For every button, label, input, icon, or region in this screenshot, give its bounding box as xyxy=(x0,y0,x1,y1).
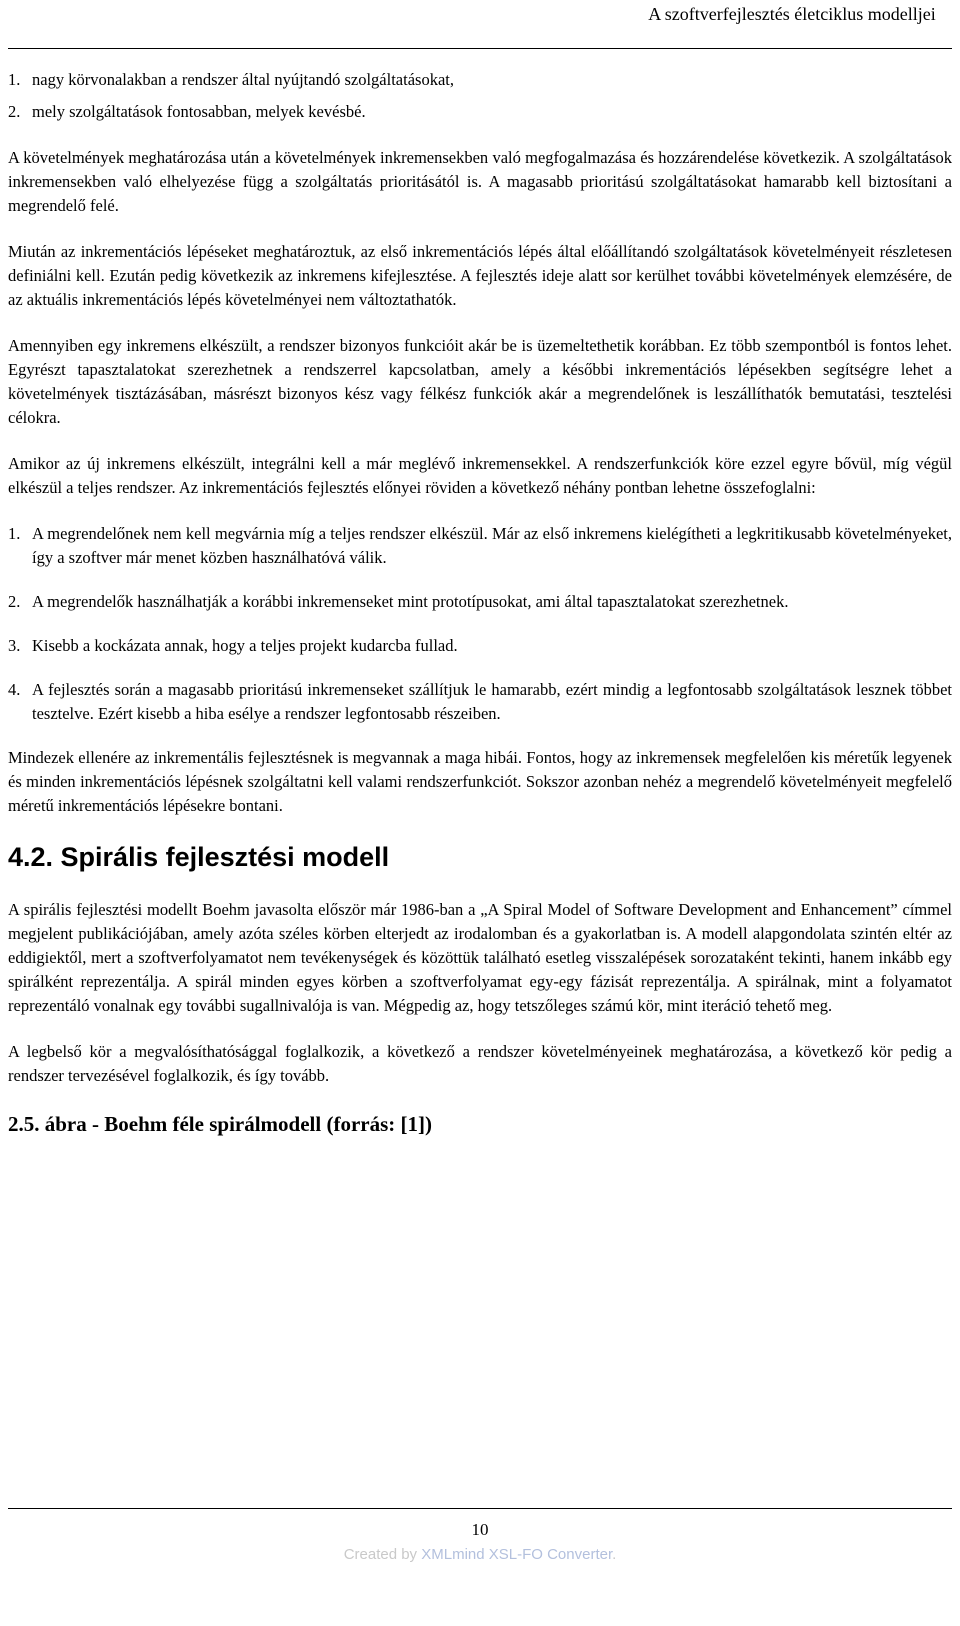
watermark-brand: XMLmind XSL-FO Converter xyxy=(421,1546,613,1563)
list-item-text: A fejlesztés során a magasabb prioritású inkremenseket szállítjuk le hamarabb, ezért mindig a legfontosabb szolgáltatások lesznek többet tesztelve. Ezért kisebb a hiba esélye a rendszer legfontosabb részeiben. xyxy=(32,680,952,723)
list-item xyxy=(8,678,952,726)
paragraph: A követelmények meghatározása után a követelmények inkremensekben való megfogalmazása és hozzárendelése következik. A szolgáltatások inkremensekben való elhelyezése függ a szolgáltatás prioritásától is. A magasabb prioritású szolgáltatásokat hamarabb kell biztosítani a megrendelő felé. xyxy=(8,148,952,215)
paragraph: A legbelső kör a megvalósíthatósággal foglalkozik, a következő a rendszer követelményeinek meghatározása, a következő kör pedig a rendszer tervezésével foglalkozik, és így tovább. xyxy=(8,1042,952,1085)
watermark-suffix: . xyxy=(612,1546,617,1563)
list-item-text: A megrendelők használhatják a korábbi inkremenseket mint prototípusokat, ami által tapasztalatokat szerezhetnek. xyxy=(32,592,789,611)
list-item xyxy=(8,590,952,614)
list-item-text: mely szolgáltatások fontosabban, melyek kevésbé. xyxy=(32,102,366,121)
paragraph: Amikor az új inkremens elkészült, integrálni kell a már meglévő inkremensekkel. A rendszerfunkciók köre ezzel egyre bővül, míg végül elkészül a teljes rendszer. Az inkrementációs fejlesztés előnyei röviden a következő néhány pontban lehetne összefoglalni: xyxy=(8,454,952,497)
header-title: A szoftverfejlesztés életciklus modelljei xyxy=(648,4,936,24)
page-content xyxy=(8,68,952,1138)
list-item-number: 3. xyxy=(8,636,21,655)
list-item-number: 2. xyxy=(8,592,21,611)
list-item-text: nagy körvonalakban a rendszer által nyújtandó szolgáltatásokat, xyxy=(32,70,454,89)
list-item xyxy=(8,100,952,124)
page-number: 10 xyxy=(471,1520,489,1539)
list-item xyxy=(8,68,952,92)
list-item-number: 1. xyxy=(8,524,21,543)
list-item-number: 4. xyxy=(8,680,21,699)
list-item-number: 1. xyxy=(8,70,21,89)
figure-caption: 2.5. ábra - Boehm féle spirálmodell (forrás: [1]) xyxy=(8,1112,432,1136)
running-header xyxy=(8,0,952,49)
paragraph: Amennyiben egy inkremens elkészült, a rendszer bizonyos funkcióit akár be is üzemeltethetik korábban. Ez több szempontból is fontos lehet. Egyrészt tapasztalatokat szerezhetnek a rendszerrel kapcsolatban, amely a későbbi inkrementációs lépésekben segítségre lehet a követelmények tisztázásában, másrészt bizonyos kész vagy félkész funkciók akár a megrendelőnek is leszállíthatók bemutatási, tesztelési célokra. xyxy=(8,336,952,427)
page-footer xyxy=(8,1508,952,1626)
paragraph: Mindezek ellenére az inkrementális fejlesztésnek is megvannak a maga hibái. Fontos, hogy az inkremensek megfelelően kis méretűk legyenek és minden inkrementációs lépésnek szolgáltatni kell valami rendszerfunkciót. Sokszor azonban nehéz a megrendelő követelményeit megfelelő méretű inkrementációs lépésekre bontani. xyxy=(8,748,952,815)
list-item-text: A megrendelőnek nem kell megvárnia míg a teljes rendszer elkészül. Már az első inkremens kielégítheti a legkritikusabb követelményeket, így a szoftver már menet közben használhatóvá válik. xyxy=(32,524,952,567)
paragraph: A spirális fejlesztési modellt Boehm javasolta először már 1986-ban a „A Spiral Model of Software Development and Enhancement” címmel megjelent publikációjában, amely azóta széles körben elterjedt az irodalomban és a gyakorlatban is. A modell alapgondolata szintén eltér az eddigiektől, mert a szoftverfolyamatot nem tevékenységek és közöttük található esetleg visszalépések sorozataként tekinti, hanem inkább egy spirálként reprezentálja. A spirál minden egyes körben a szoftverfolyamat egy-egy fázisát reprezentálja. A spirálnak, mint a folyamatot reprezentáló vonalnak egy további sugallnivalója is van. Mégpedig az, hogy tetszőleges számú kör, mint iteráció tehető meg. xyxy=(8,900,952,1015)
list-item-number: 2. xyxy=(8,102,21,121)
advantages-list xyxy=(8,522,952,726)
intro-list xyxy=(8,68,952,124)
list-item xyxy=(8,522,952,570)
watermark-prefix: Created by xyxy=(343,1546,422,1563)
converter-watermark xyxy=(8,1545,952,1565)
list-item-text: Kisebb a kockázata annak, hogy a teljes projekt kudarcba fullad. xyxy=(32,636,458,655)
list-item xyxy=(8,634,952,658)
paragraph: Miután az inkrementációs lépéseket meghatároztuk, az első inkrementációs lépés által előállítandó szolgáltatások követelményeit részletesen definiálni kell. Ezután pedig következik az inkremens kifejlesztése. A fejlesztés ideje alatt sor kerülhet további követelmények elemzésére, de az aktuális inkrementációs lépés követelményei nem változtathatók. xyxy=(8,242,952,309)
section-heading: 4.2. Spirális fejlesztési modell xyxy=(8,842,390,872)
